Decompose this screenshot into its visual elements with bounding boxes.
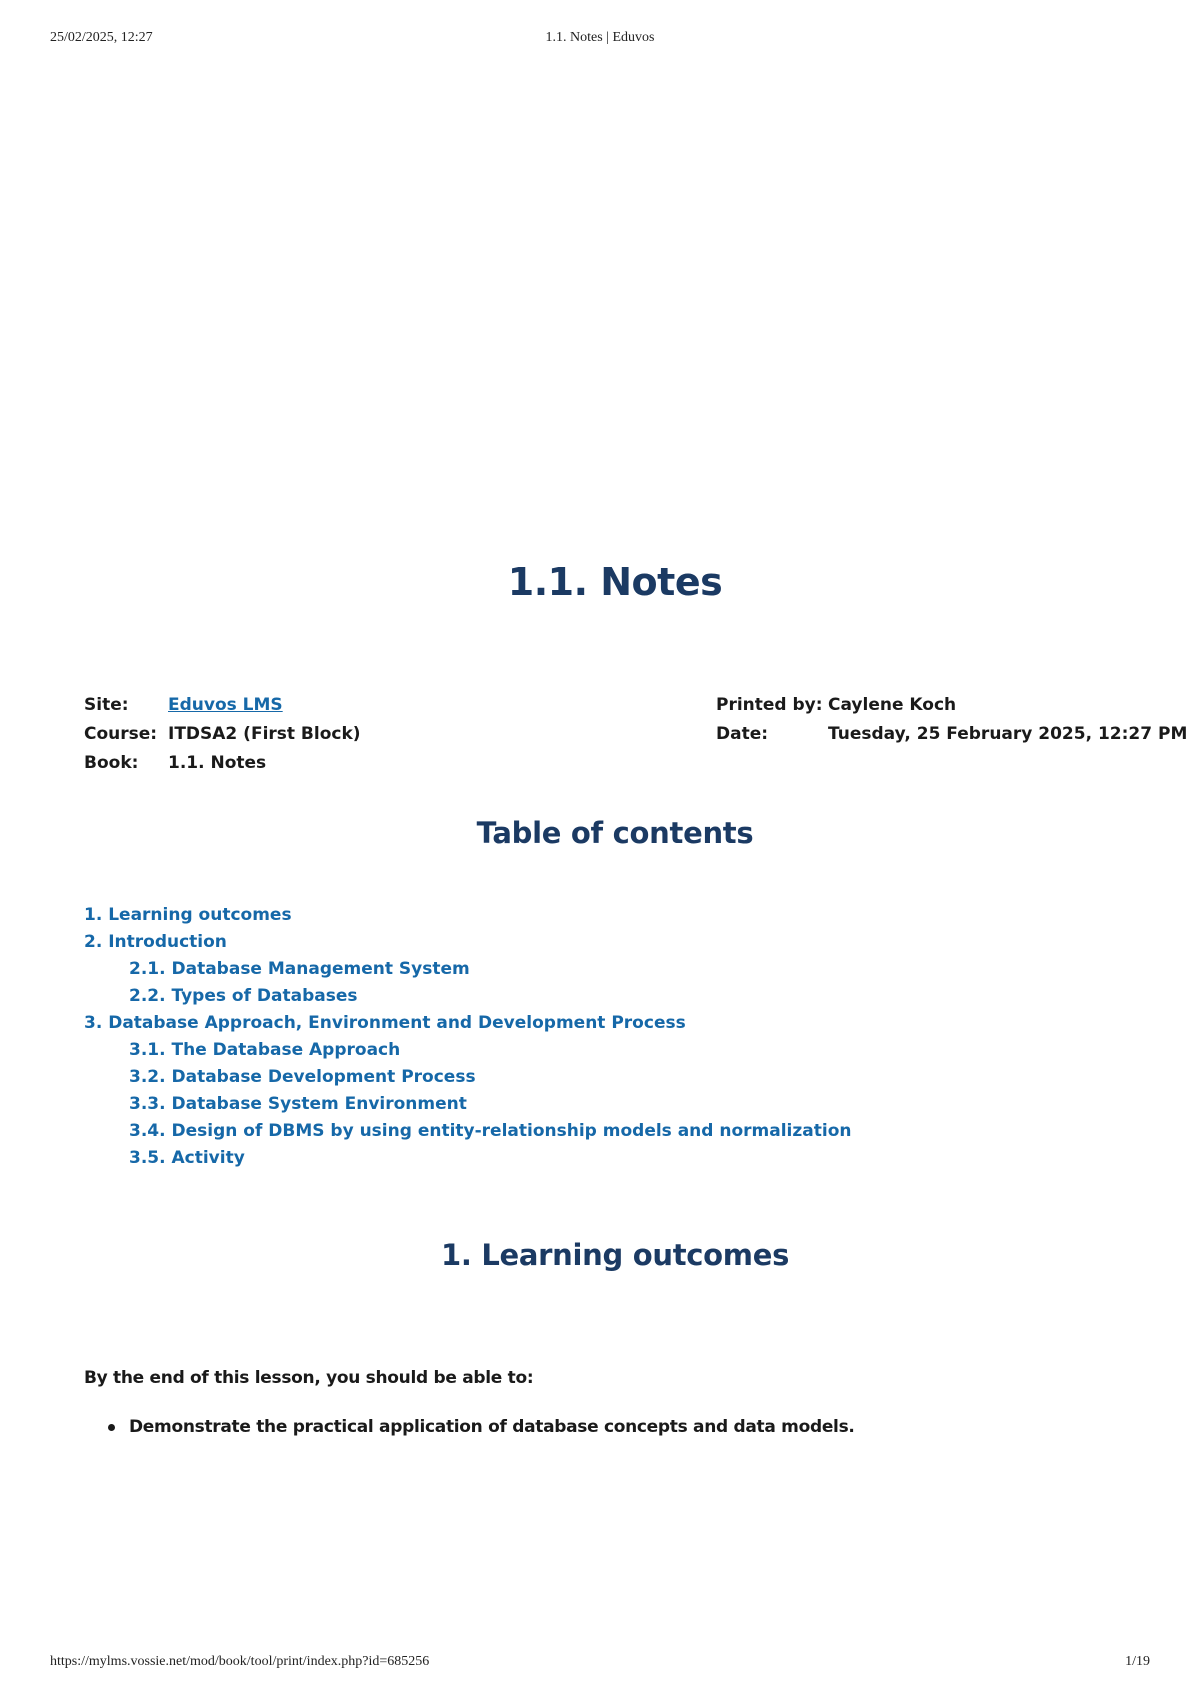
- toc-link-types-of-databases[interactable]: 2.2. Types of Databases: [129, 986, 358, 1006]
- list-item-text: Demonstrate the practical application of database concepts and data models.: [129, 1417, 855, 1437]
- toc-item: [84, 1118, 1116, 1145]
- toc-title: Table of contents: [476, 816, 754, 850]
- toc-item: [84, 902, 1116, 929]
- date-value: Tuesday, 25 February 2025, 12:27 PM: [828, 723, 1188, 744]
- print-url: https://mylms.vossie.net/mod/book/tool/print/index.php?id=685256: [50, 1654, 430, 1669]
- toc-link-activity[interactable]: 3.5. Activity: [129, 1148, 245, 1168]
- toc-link-design-of-dbms[interactable]: 3.4. Design of DBMS by using entity-relationship models and normalization: [129, 1121, 852, 1141]
- toc-item: [84, 956, 1116, 983]
- site-link[interactable]: Eduvos LMS: [168, 694, 283, 715]
- toc-item: [84, 1037, 1116, 1064]
- toc-link-development-process[interactable]: 3.2. Database Development Process: [129, 1067, 476, 1087]
- info-row-book: [84, 748, 361, 777]
- print-header: [50, 30, 1150, 50]
- toc-item: [84, 1010, 1116, 1037]
- printed-by-label: Printed by:: [716, 694, 823, 715]
- section-intro: By the end of this lesson, you should be able to:: [84, 1368, 534, 1388]
- print-footer: [50, 1654, 1150, 1674]
- toc-link-learning-outcomes[interactable]: 1. Learning outcomes: [84, 905, 292, 925]
- toc-link-database-approach[interactable]: 3. Database Approach, Environment and Development Process: [84, 1013, 686, 1033]
- date-label: Date:: [716, 723, 769, 744]
- print-page-title: 1.1. Notes | Eduvos: [545, 30, 655, 45]
- book-value: 1.1. Notes: [168, 752, 267, 773]
- course-label: Course:: [84, 723, 158, 744]
- toc-link-the-database-approach[interactable]: 3.1. The Database Approach: [129, 1040, 401, 1060]
- table-of-contents: [84, 902, 1116, 1172]
- info-row-course: [84, 719, 361, 748]
- toc-link-introduction[interactable]: 2. Introduction: [84, 932, 227, 952]
- learning-outcomes-list: [84, 1414, 855, 1440]
- info-right-column: [716, 690, 1187, 748]
- toc-link-dbms[interactable]: 2.1. Database Management System: [129, 959, 470, 979]
- toc-link-system-environment[interactable]: 3.3. Database System Environment: [129, 1094, 467, 1114]
- printed-by-value: Caylene Koch: [828, 694, 957, 715]
- print-datetime: 25/02/2025, 12:27: [50, 30, 153, 45]
- book-title: 1.1. Notes: [507, 560, 723, 604]
- toc-item: [84, 983, 1116, 1010]
- info-row-printed-by: [716, 690, 1187, 719]
- course-value: ITDSA2 (First Block): [168, 723, 361, 744]
- toc-item: [84, 1091, 1116, 1118]
- print-page-number: 1/19: [1125, 1654, 1150, 1669]
- info-row-site: [84, 690, 361, 719]
- bullet-icon: [108, 1424, 115, 1431]
- section-title-learning-outcomes: 1. Learning outcomes: [440, 1238, 790, 1272]
- toc-item: [84, 1064, 1116, 1091]
- toc-item: [84, 929, 1116, 956]
- book-label: Book:: [84, 752, 139, 773]
- list-item: [84, 1414, 855, 1440]
- toc-item: [84, 1145, 1116, 1172]
- info-left-column: [84, 690, 361, 777]
- info-row-date: [716, 719, 1187, 748]
- site-label: Site:: [84, 694, 129, 715]
